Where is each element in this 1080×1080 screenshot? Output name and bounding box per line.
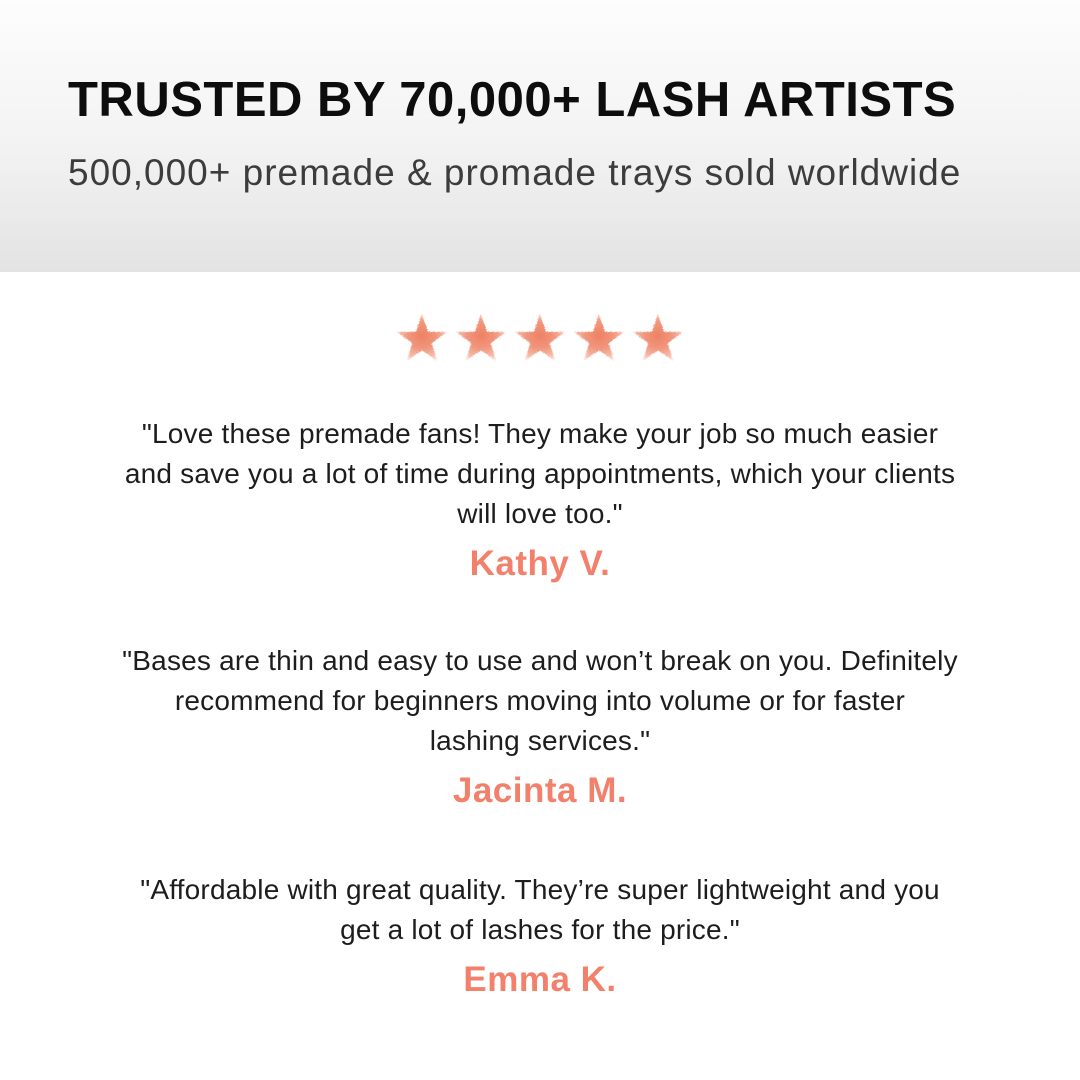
quote-text <box>0 641 1080 761</box>
testimonial <box>0 870 1080 1001</box>
star-icon <box>513 313 567 367</box>
header-band <box>0 0 1080 272</box>
reviewer-name: Emma K. <box>463 960 617 999</box>
subheadline: 500,000+ premade & promade trays sold worldwide <box>68 152 962 193</box>
quote-line: lashing services." <box>429 725 651 756</box>
reviewer-name: Kathy V. <box>469 544 611 583</box>
quote-line: get a lot of lashes for the price." <box>340 914 740 945</box>
quote-line: and save you a lot of time during appointments, which your clients <box>124 458 956 489</box>
star-icon <box>572 313 626 367</box>
quote-text <box>0 870 1080 950</box>
five-star-rating <box>0 312 1080 368</box>
star-icon <box>631 313 685 367</box>
quote-line: recommend for beginners moving into volume or for faster <box>174 685 906 716</box>
star-icon <box>454 313 508 367</box>
reviewer-name: Jacinta M. <box>452 771 628 810</box>
headline: TRUSTED BY 70,000+ LASH ARTISTS <box>68 73 957 127</box>
quote-line: "Bases are thin and easy to use and won’t break on you. Definitely <box>122 645 958 676</box>
testimonial <box>0 641 1080 812</box>
quote-line: "Love these premade fans! They make your job so much easier <box>141 418 939 449</box>
quote-line: "Affordable with great quality. They’re super lightweight and you <box>140 874 940 905</box>
star-icon <box>395 313 449 367</box>
quote-line: will love too." <box>457 498 623 529</box>
quote-text <box>0 414 1080 534</box>
testimonial <box>0 414 1080 585</box>
